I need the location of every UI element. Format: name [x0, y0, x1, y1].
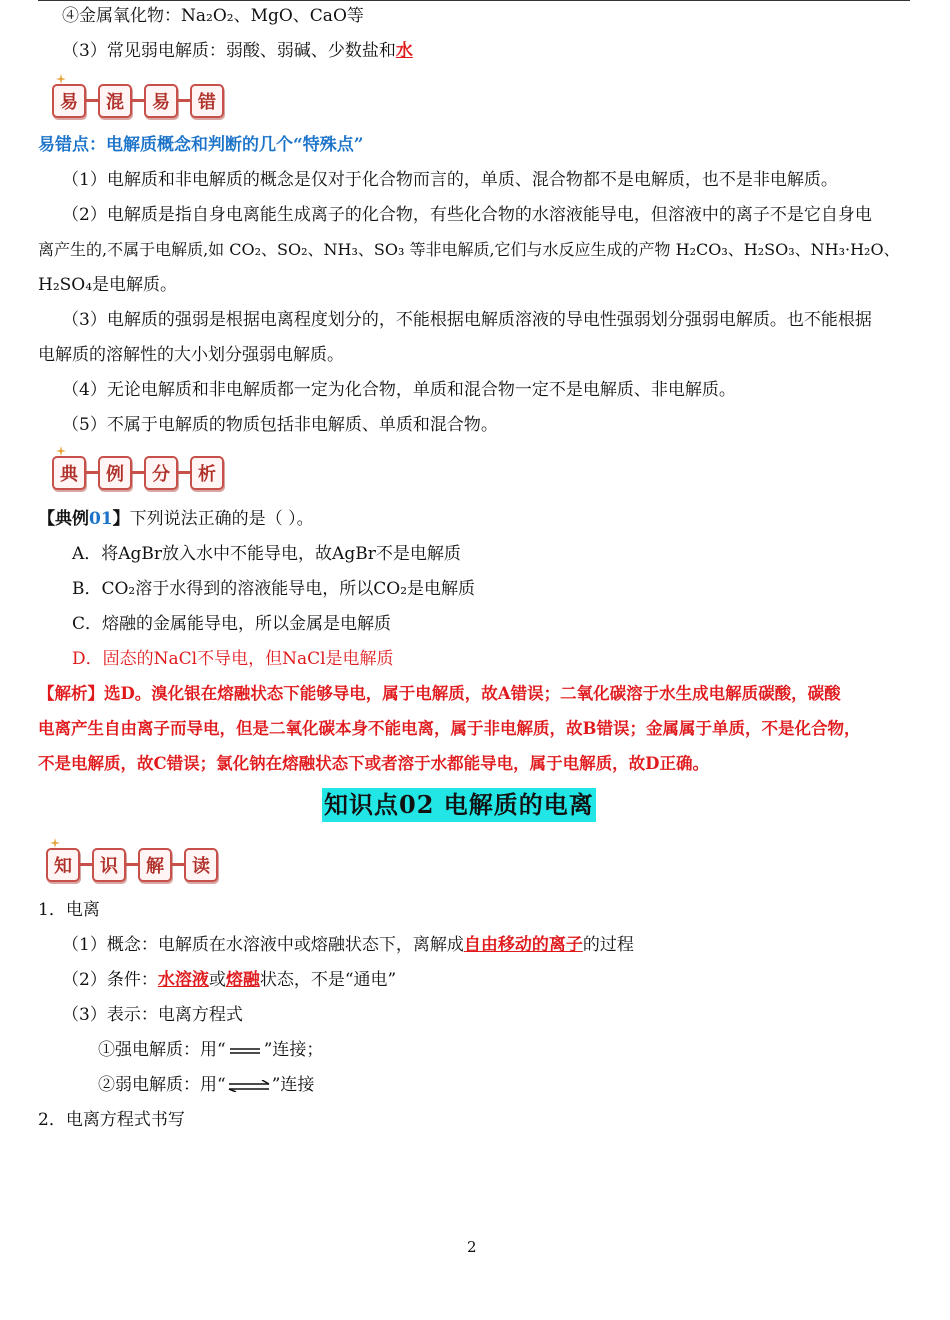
condition-suffix: 状态，不是“通电”: [259, 970, 397, 990]
option-d: D．固态的NaCl不导电，但NaCl是电解质: [72, 649, 394, 669]
badge-char: 读: [184, 848, 218, 882]
strong-suffix: ”连接；: [263, 1040, 324, 1060]
weak-text: ②弱电解质：用“: [98, 1075, 226, 1095]
strong-text: ①强电解质：用“: [98, 1040, 226, 1060]
concept-text: （1）概念：电解质在水溶液中或熔融状态下，离解成: [62, 935, 464, 955]
section-title: 知识点02 电解质的电离: [322, 788, 596, 822]
representation-line: （3）表示：电离方程式: [62, 1005, 243, 1025]
concept-line: [62, 934, 634, 956]
badge-char: 易: [144, 84, 178, 118]
badge-char: 混: [98, 84, 132, 118]
mistake-point-1: （1）电解质和非电解质的概念是仅对于化合物而言的，单质、混合物都不是电解质，也不是非电解质。: [62, 170, 838, 190]
knowledge-item-2: 2．电离方程式书写: [38, 1110, 185, 1130]
sparkle-icon: [56, 74, 66, 84]
example-label-number: 01: [89, 509, 113, 529]
example-question: 下列说法正确的是（ ）。: [129, 509, 314, 529]
badge-char: 解: [138, 848, 172, 882]
mistake-point-2b: 离产生的,不属于电解质,如 CO₂、SO₂、NH₃、SO₃ 等非电解质,它们与水反应生成的产物 H₂CO₃、H₂SO₃、NH₃·H₂O、: [38, 240, 900, 259]
weak-suffix: ”连接: [271, 1075, 315, 1095]
badge-char: 知: [46, 848, 80, 882]
knowledge-item-1: 1．电离: [38, 900, 100, 920]
condition-or: 或: [208, 970, 226, 990]
analysis-line-2: 电离产生自由离子而导电，但是二氧化碳本身不能电离，属于非电解质，故B错误；金属属于单质，不是化合物，: [38, 719, 861, 738]
mistake-point-2a: （2）电解质是指自身电离能生成离子的化合物，有些化合物的水溶液能导电，但溶液中的离子不是它自身电: [62, 205, 872, 225]
weak-electrolyte-text: （3）常见弱电解质：弱酸、弱碱、少数盐和: [62, 41, 396, 61]
badge-row-example: [52, 456, 236, 490]
badge-char: 例: [98, 456, 132, 490]
top-rule: [38, 0, 910, 1]
sparkle-icon: [56, 446, 66, 456]
reversible-arrow-icon: [226, 1080, 272, 1092]
option-a: A．将AgBr放入水中不能导电，故AgBr不是电解质: [72, 544, 461, 564]
concept-suffix: 的过程: [582, 935, 634, 955]
weak-water-keyword: 水: [395, 41, 413, 61]
example-question-line: [38, 508, 314, 530]
mistake-point-4: （4）无论电解质和非电解质都一定为化合物，单质和混合物一定不是电解质、非电解质。: [62, 380, 736, 400]
badge-char: 析: [190, 456, 224, 490]
weak-electrolyte-line: [62, 40, 413, 62]
metal-oxide-line: ④金属氧化物：Na₂O₂、MgO、CaO等: [62, 6, 364, 26]
badge-char: 错: [190, 84, 224, 118]
strong-electrolyte-line: [98, 1039, 323, 1061]
condition-keyword-solution: 水溶液: [157, 970, 209, 990]
analysis-line-1: 【解析】选D。溴化银在熔融状态下能够导电，属于电解质，故A错误；二氧化碳溶于水生成电解质碳酸，碳酸: [38, 684, 841, 703]
page-number: 2: [467, 1238, 477, 1256]
concept-keyword: 自由移动的离子: [463, 935, 583, 955]
mistake-point-3a: （3）电解质的强弱是根据电离程度划分的，不能根据电解质溶液的导电性强弱划分强弱电解质。也不能根据: [62, 310, 872, 330]
option-b: B．CO₂溶于水得到的溶液能导电，所以CO₂是电解质: [72, 579, 476, 599]
mistake-point-3b: 电解质的溶解性的大小划分强弱电解质。: [38, 345, 344, 365]
equals-sign-icon: [226, 1045, 264, 1057]
analysis-line-3: 不是电解质，故C错误；氯化钠在熔融状态下或者溶于水都能导电，属于电解质，故D正确。: [38, 754, 709, 773]
mistake-point-2c: H₂SO₄是电解质。: [38, 275, 178, 295]
badge-char: 分: [144, 456, 178, 490]
condition-line: [62, 969, 396, 991]
badge-char: 识: [92, 848, 126, 882]
mistake-point-5: （5）不属于电解质的物质包括非电解质、单质和混合物。: [62, 415, 498, 435]
badge-row-mistakes: [52, 84, 236, 118]
mistakes-heading: 易错点：电解质概念和判断的几个“特殊点”: [38, 135, 364, 155]
sparkle-icon: [50, 838, 60, 848]
option-c: C．熔融的金属能导电，所以金属是电解质: [72, 614, 392, 634]
condition-keyword-molten: 熔融: [225, 970, 260, 990]
weak-electrolyte-eq-line: [98, 1074, 314, 1096]
example-label-close: 】: [112, 509, 130, 529]
badge-row-knowledge: [46, 848, 230, 882]
badge-char: 易: [52, 84, 86, 118]
condition-text: （2）条件：: [62, 970, 158, 990]
badge-char: 典: [52, 456, 86, 490]
example-label-open: 【典例: [38, 509, 89, 529]
